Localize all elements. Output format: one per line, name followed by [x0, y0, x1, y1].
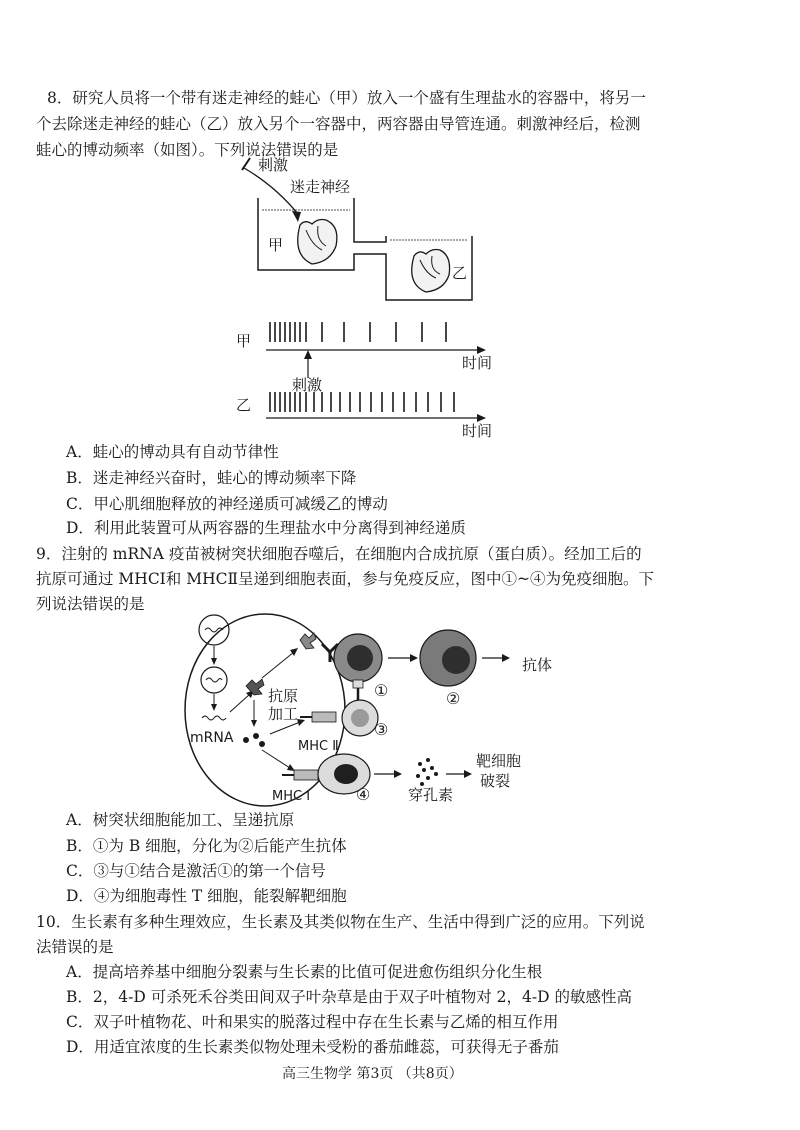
q9-figure: [0, 600, 800, 810]
cell-1-label: ①: [374, 681, 389, 700]
q9-option-a: A．树突状细胞能加工、呈递抗原: [66, 811, 295, 829]
q10-stem-line2: 法错误的是: [36, 938, 114, 956]
track-a-axis-arrow: [477, 346, 486, 354]
mhc1-label: MHC Ⅰ: [272, 789, 311, 804]
q10-option-c: C．双子叶植物花、叶和果实的脱落过程中存在生长素与乙烯的相互作用: [66, 1013, 559, 1031]
container-a-right-wall: [354, 198, 386, 242]
q9-stem-line1: 9．注射的 mRNA 疫苗被树突状细胞吞噬后，在细胞内合成抗原（蛋白质）。经加工后的: [36, 545, 642, 563]
q8-option-a: A．蛙心的博动具有自动节律性: [66, 443, 279, 461]
q8-stem-line3: 蛙心的博动频率（如图）。下列说法错误的是: [36, 141, 339, 159]
q8-figure: [0, 0, 800, 450]
track-b-label: 乙: [236, 396, 252, 414]
track-b-beats: [270, 392, 454, 412]
track-a-label: 甲: [236, 332, 252, 350]
heart-b-label: 乙: [452, 264, 468, 282]
q9-option-c: C．③与①结合是激活①的第一个信号: [66, 862, 326, 880]
antigen-label-1: 抗原: [268, 687, 299, 705]
mrna-label: mRNA: [190, 730, 234, 746]
mhc2-receptor: [312, 712, 336, 722]
q10-option-a: A．提高培养基中细胞分裂素与生长素的比值可促进愈伤组织分化生根: [66, 963, 543, 981]
perforin-particles: [416, 758, 438, 786]
q8-stimulus-label: 刺激: [258, 156, 289, 174]
cell-2-label: ②: [446, 689, 461, 708]
nucleus: [199, 615, 229, 645]
perforin-label: 穿孔素: [408, 786, 454, 804]
target-label-1: 靶细胞: [476, 752, 522, 770]
q8-option-d: D．利用此装置可从两容器的生理盐水中分离得到神经递质: [66, 519, 466, 537]
antigen-label-2: 加工: [268, 705, 299, 723]
page-footer: 高三生物学 第3页 （共8页）: [282, 1066, 463, 1082]
antibody-label: 抗体: [522, 656, 553, 674]
q8-stem-line1: 8．研究人员将一个带有迷走神经的蛙心（甲）放入一个盛有生理盐水的容器中，将另一: [47, 89, 646, 107]
mhc2-label: MHC Ⅱ: [298, 739, 339, 754]
mrna-strand: [202, 716, 226, 720]
cell-3-label: ③: [374, 720, 389, 739]
mhc1-receptor: [294, 770, 318, 780]
q9-stem-line2: 抗原可通过 MHCⅠ和 MHCⅡ呈递到细胞表面，参与免疫反应，图中①~④为免疫细胞。下: [36, 570, 654, 588]
cell-4-label: ④: [356, 785, 371, 804]
stimulus-marker-arrowhead: [304, 350, 312, 359]
q10-option-b: B．2，4-D 可杀死禾谷类田间双子叶杂草是由于双子叶植物对 2，4-D 的敏感性高: [66, 988, 632, 1006]
track-a-beats: [270, 322, 446, 342]
stimulus-arrowhead: [292, 211, 301, 222]
q10-stem-line1: 10．生长素有多种生理效应，生长素及其类似物在生产、生活中得到广泛的应用。下列说: [36, 913, 645, 931]
q8-option-c: C．甲心肌细胞释放的神经递质可减缓乙的博动: [66, 495, 388, 513]
q9-stem-line3: 列说法错误的是: [36, 595, 145, 613]
q9-option-d: D．④为细胞毒性 T 细胞，能裂解靶细胞: [66, 887, 347, 905]
q8-option-b: B．迷走神经兴奋时，蛙心的博动频率下降: [66, 469, 357, 487]
antigen-fragments: [243, 733, 265, 747]
q8-stem-line2: 个去除迷走神经的蛙心（乙）放入另个一容器中，两容器由导管连通。刺激神经后，检测: [36, 115, 641, 133]
heart-a: [298, 220, 337, 265]
heart-b: [412, 250, 450, 293]
q10-option-d: D．用适宜浓度的生长素类似物处理未受粉的番茄雌蕊，可获得无子番茄: [66, 1038, 559, 1056]
stimulus-marker-label: 刺激: [292, 376, 323, 394]
track-b-time-label: 时间: [462, 422, 493, 440]
target-label-2: 破裂: [480, 772, 511, 790]
track-b-axis-arrow: [477, 414, 486, 422]
track-a-time-label: 时间: [462, 354, 493, 372]
surface-antigen: [300, 633, 316, 649]
heart-a-label: 甲: [268, 236, 284, 254]
ribosome-complex: [201, 667, 227, 693]
stimulus-slash: [242, 158, 250, 170]
q9-option-b: B．①为 B 细胞，分化为②后能产生抗体: [66, 837, 347, 855]
q8-nerve-label: 迷走神经: [290, 178, 351, 196]
